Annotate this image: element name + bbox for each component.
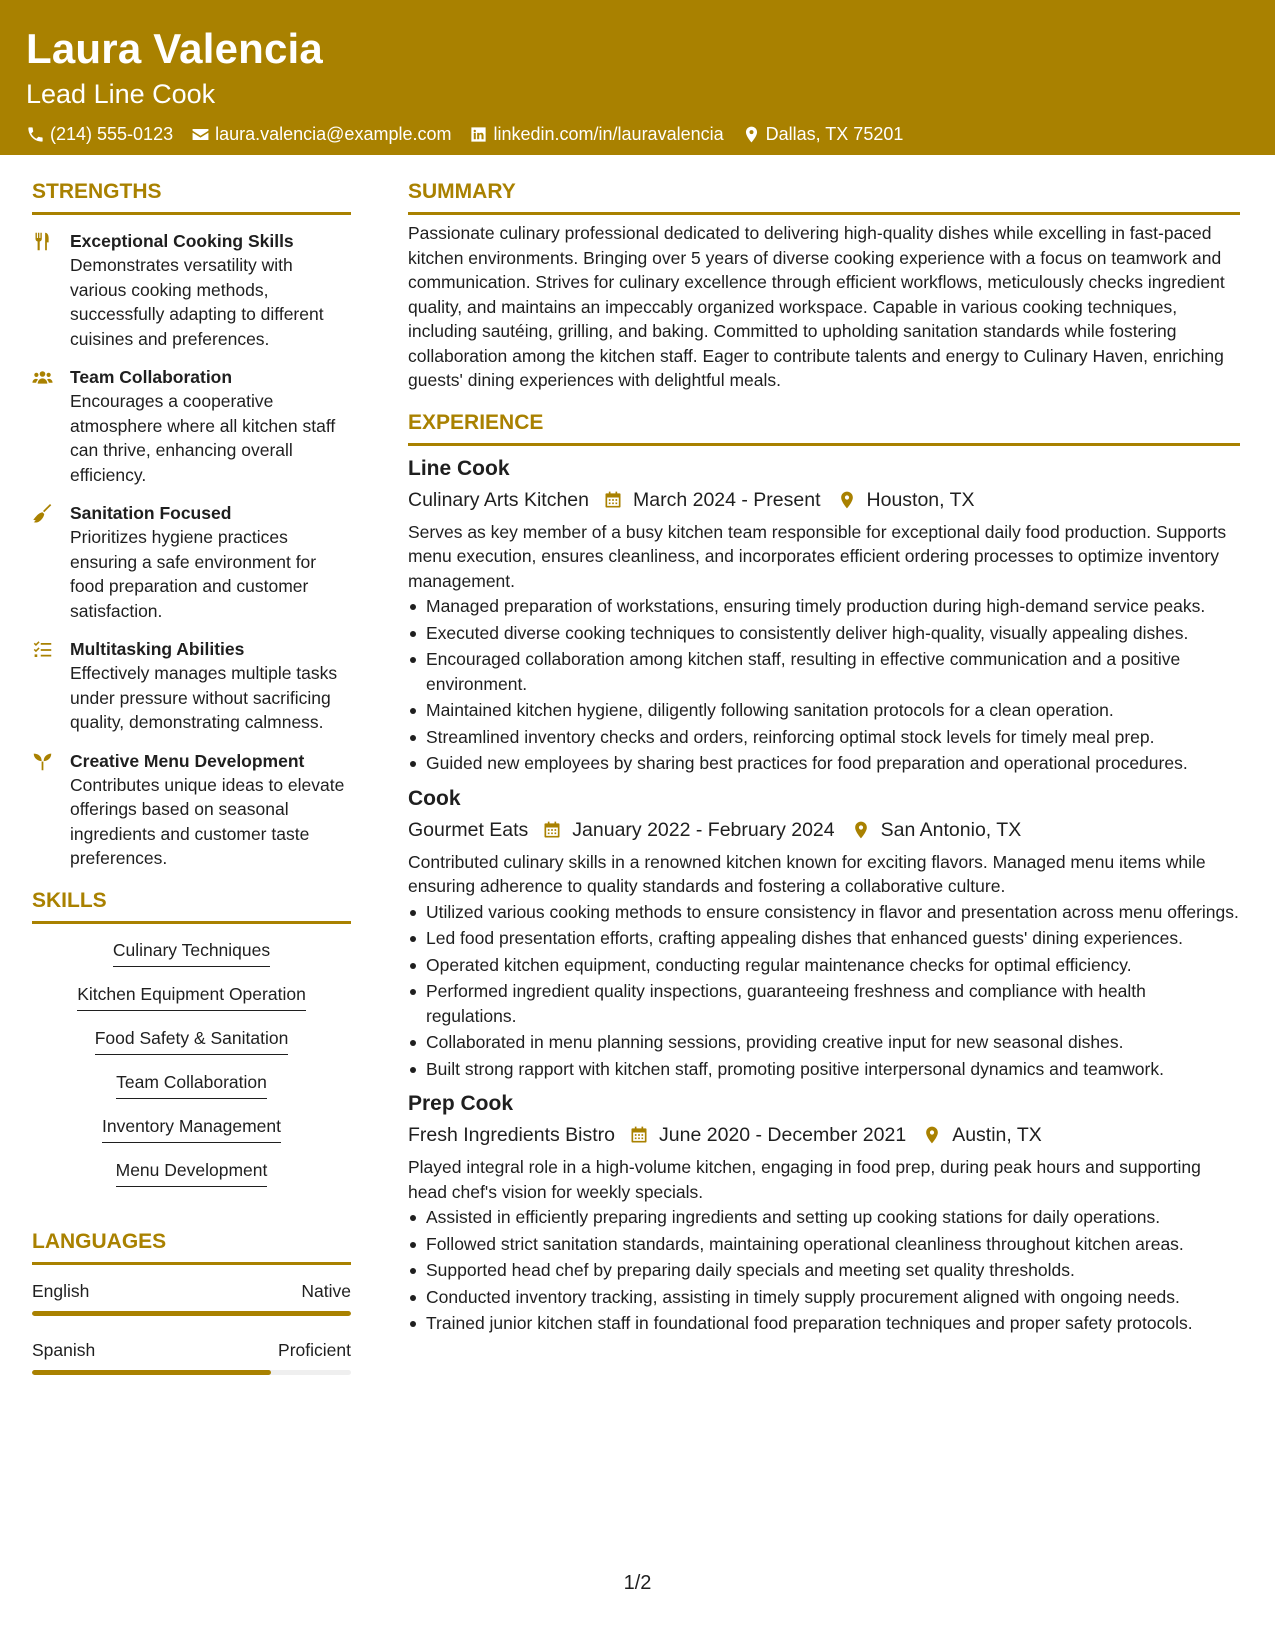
strength-title: Multitasking Abilities (70, 639, 245, 659)
skill-tag: Menu Development (116, 1158, 268, 1187)
job-bullet: Conducted inventory tracking, assisting in timely supply procurement aligned with ongoing needs. (408, 1285, 1240, 1310)
job-company: Gourmet Eats (408, 818, 529, 841)
linkedin-icon (469, 125, 488, 144)
left-column (32, 178, 351, 1397)
job-bullets (408, 594, 1240, 776)
strength-title: Exceptional Cooking Skills (70, 231, 294, 251)
resume-header (0, 0, 1275, 155)
strength-item (32, 229, 351, 351)
seedling-icon (32, 751, 53, 772)
job-dates: January 2022 - February 2024 (572, 818, 835, 841)
section-divider (408, 443, 1240, 446)
phone-icon (26, 125, 45, 144)
skills-section (32, 887, 351, 1202)
job-description: Played integral role in a high-volume kitchen, engaging in food prep, during peak hours and supporting head chef's vision for weekly specials. (408, 1157, 1201, 1202)
strength-item (32, 749, 351, 871)
skill-tag: Kitchen Equipment Operation (77, 982, 306, 1011)
section-divider (32, 1262, 351, 1265)
language-bar (32, 1311, 351, 1316)
language-level: Proficient (278, 1339, 351, 1360)
calendar-icon (542, 820, 562, 840)
summary-section (408, 178, 1240, 393)
contact-linkedin[interactable] (469, 121, 723, 147)
section-divider (408, 212, 1240, 215)
map-pin-icon (837, 490, 857, 510)
skill-tag: Culinary Techniques (113, 938, 270, 967)
job-dates: June 2020 - December 2021 (659, 1124, 907, 1146)
strengths-section (32, 178, 351, 871)
job-bullet: Executed diverse cooking techniques to consistently deliver high-quality, visually appealing dishes. (408, 621, 1240, 646)
strength-desc: Demonstrates versatility with various cooking methods, successfully adapting to different cuisines and preferences. (70, 255, 324, 349)
strength-item (32, 365, 351, 487)
job-location: San Antonio, TX (880, 818, 1022, 841)
job-bullet: Streamlined inventory checks and orders, reinforcing optimal stock levels for timely meal prep. (408, 725, 1240, 750)
strength-title: Creative Menu Development (70, 750, 305, 771)
envelope-icon (191, 125, 210, 144)
strength-title: Sanitation Focused (70, 503, 232, 523)
experience-heading: EXPERIENCE (408, 410, 544, 434)
job-location: Houston, TX (866, 488, 975, 511)
phone-text: (214) 555-0123 (50, 124, 174, 144)
utensils-icon (32, 231, 53, 252)
languages-heading: LANGUAGES (32, 1229, 167, 1253)
candidate-name: Laura Valencia (26, 25, 323, 72)
job-bullet: Built strong rapport with kitchen staff, promoting positive interpersonal dynamics and teamwork. (408, 1057, 1240, 1082)
section-divider (32, 212, 351, 215)
candidate-title: Lead Line Cook (26, 79, 216, 109)
job-bullets (408, 900, 1240, 1082)
email-text: laura.valencia@example.com (215, 124, 452, 144)
strength-desc: Effectively manages multiple tasks under pressure without sacrificing quality, demonstrating calmness. (70, 663, 338, 732)
contact-location (742, 121, 904, 147)
job-meta (408, 1121, 1240, 1149)
job-bullet: Assisted in efficiently preparing ingredients and setting up cooking stations for daily operations. (408, 1205, 1240, 1230)
job-company: Fresh Ingredients Bistro (408, 1124, 616, 1146)
skills-heading: SKILLS (32, 888, 107, 912)
map-pin-icon (851, 820, 871, 840)
language-name: English (32, 1280, 90, 1301)
language-level: Native (301, 1280, 351, 1301)
job-entry (408, 454, 1240, 776)
strength-title: Team Collaboration (70, 367, 233, 387)
language-bar-fill (32, 1311, 351, 1316)
job-bullet: Operated kitchen equipment, conducting regular maintenance checks for optimal efficiency. (408, 953, 1240, 978)
broom-icon (32, 503, 53, 524)
job-description: Contributed culinary skills in a renowned kitchen known for exciting flavors. Managed menu items while ensuring adherence to quality standards and fostering a collaborative culture. (408, 851, 1206, 896)
job-bullet: Trained junior kitchen staff in foundational food preparation techniques and proper safety protocols. (408, 1311, 1240, 1336)
job-title: Prep Cook (408, 1092, 514, 1115)
contact-bar (26, 121, 1249, 147)
job-dates: March 2024 - Present (633, 488, 821, 511)
job-bullet: Performed ingredient quality inspections, guaranteeing freshness and compliance with health regulations. (408, 979, 1240, 1028)
location-text: Dallas, TX 75201 (765, 124, 904, 144)
job-company: Culinary Arts Kitchen (408, 488, 589, 511)
contact-email[interactable] (191, 121, 451, 147)
map-pin-icon (742, 125, 761, 144)
map-pin-icon (922, 1125, 942, 1145)
job-bullet: Maintained kitchen hygiene, diligently following sanitation protocols for a clean operation. (408, 698, 1240, 723)
page-number: 1/2 (623, 1572, 652, 1594)
job-bullet: Encouraged collaboration among kitchen staff, resulting in effective communication and a positive environment. (408, 647, 1240, 696)
strength-desc: Contributes unique ideas to elevate offerings based on seasonal ingredients and customer taste preferences. (70, 774, 345, 868)
job-title: Line Cook (408, 456, 510, 480)
job-title: Cook (408, 786, 461, 810)
job-entry (408, 784, 1240, 1082)
job-bullet: Guided new employees by sharing best practices for food preparation and operational procedures. (408, 751, 1240, 776)
section-divider (32, 921, 351, 924)
job-bullet: Supported head chef by preparing daily specials and meeting set quality thresholds. (408, 1258, 1240, 1283)
users-icon (32, 367, 53, 388)
job-location: Austin, TX (952, 1124, 1042, 1146)
summary-heading: SUMMARY (408, 180, 516, 203)
job-list (408, 454, 1240, 1336)
right-column (408, 178, 1240, 1338)
language-bar (32, 1370, 351, 1375)
skill-tag: Inventory Management (102, 1114, 281, 1143)
job-meta (408, 816, 1240, 844)
strength-desc: Encourages a cooperative atmosphere where all kitchen staff can thrive, enhancing overall efficiency. (70, 391, 336, 485)
linkedin-text: linkedin.com/in/lauravalencia (493, 124, 724, 144)
skill-tag: Team Collaboration (116, 1070, 267, 1099)
contact-phone[interactable] (26, 121, 173, 147)
strength-desc: Prioritizes hygiene practices ensuring a safe environment for food preparation and customer satisfaction. (70, 527, 317, 621)
language-item (32, 1279, 351, 1316)
list-check-icon (32, 639, 53, 660)
strength-item (32, 501, 351, 623)
calendar-icon (603, 490, 623, 510)
job-bullet: Collaborated in menu planning sessions, providing creative input for new seasonal dishes. (408, 1030, 1240, 1055)
job-bullet: Managed preparation of workstations, ensuring timely production during high-demand service peaks. (408, 594, 1240, 619)
strength-item (32, 637, 351, 735)
language-bar-fill (32, 1370, 271, 1375)
languages-section (32, 1228, 351, 1375)
job-bullet: Utilized various cooking methods to ensure consistency in flavor and presentation across menu offerings. (408, 900, 1240, 925)
calendar-icon (629, 1125, 649, 1145)
language-name: Spanish (32, 1339, 96, 1360)
strengths-heading: STRENGTHS (32, 180, 162, 203)
summary-text: Passionate culinary professional dedicated to delivering high-quality dishes while excelling in fast-paced kitchen environments. Bringing over 5 years of diverse cooking experience with a focus on teamwork and communication. Strives for culinary excellence through efficient workflows, meticulously checks ingredient quality, and maintains an impeccably organized workspace. Capable in various cooking techniques, including sautéing, grilling, and baking. Committed to upholding sanitation standards while fostering collaboration among the kitchen staff. Eager to contribute talents and energy to Culinary Haven, enriching guests' dining experiences with delightful meals. (408, 223, 1225, 390)
job-bullets (408, 1205, 1240, 1336)
job-description: Serves as key member of a busy kitchen team responsible for exceptional daily food production. Supports menu execution, ensures cleanliness, and incorporates efficient ordering processes to optimize inventory management. (408, 521, 1227, 591)
job-bullet: Followed strict sanitation standards, maintaining operational cleanliness throughout kitchen areas. (408, 1232, 1240, 1257)
language-item (32, 1338, 351, 1375)
job-entry (408, 1089, 1240, 1336)
job-meta (408, 486, 1240, 514)
skill-tag: Food Safety & Sanitation (95, 1026, 289, 1055)
experience-section (408, 409, 1240, 1336)
job-bullet: Led food presentation efforts, crafting appealing dishes that enhanced guests' dining experiences. (408, 926, 1240, 951)
